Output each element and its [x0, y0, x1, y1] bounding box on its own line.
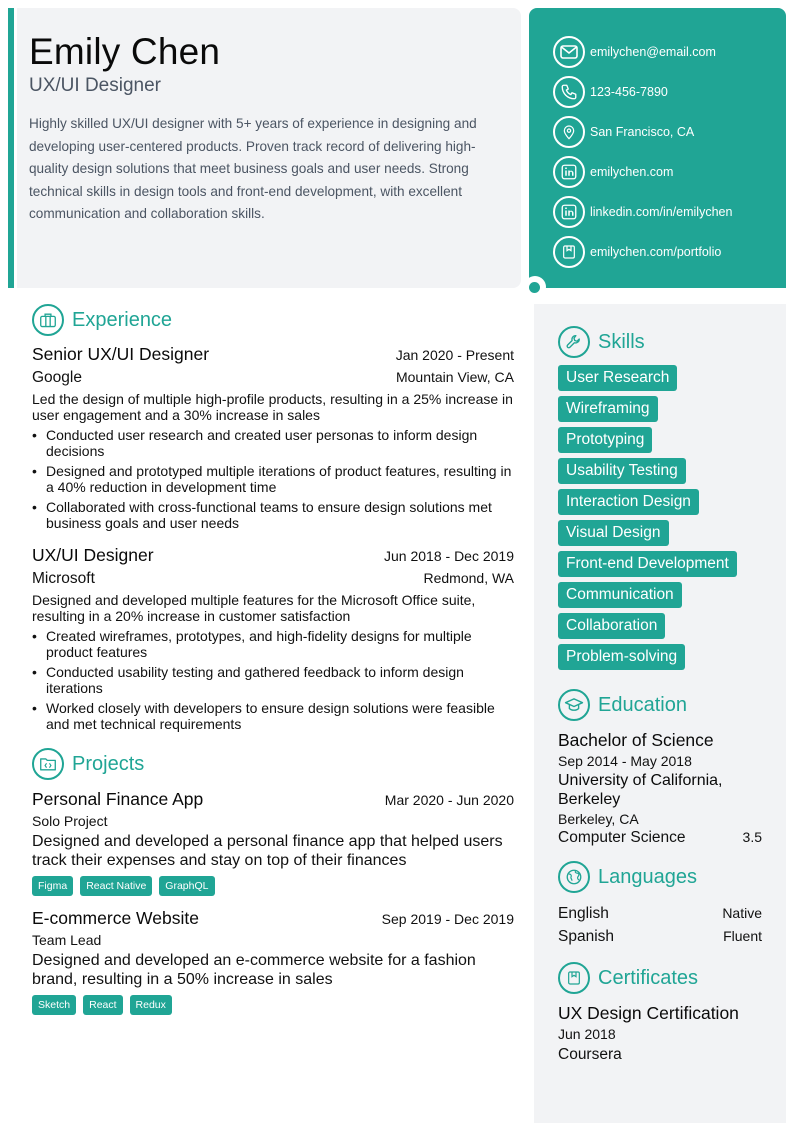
tech-tag: GraphQL — [159, 876, 214, 896]
education-heading — [558, 689, 762, 721]
skill-tag: User Research — [558, 365, 677, 391]
projects-title: Projects — [72, 752, 145, 775]
job-entry — [32, 545, 514, 732]
location-icon — [553, 116, 585, 148]
tech-tag: React Native — [80, 876, 152, 896]
field-row — [558, 829, 762, 847]
skill-tag: Communication — [558, 582, 682, 608]
job-description: Led the design of multiple high-profile products, resulting in a 25% increase in user engagement and a 30% increase in sales — [32, 391, 513, 423]
skill-tag: Prototyping — [558, 427, 652, 453]
contact-linkedin[interactable] — [553, 192, 786, 232]
skill-tag: Wireframing — [558, 396, 658, 422]
job-dates: Jan 2020 - Present — [395, 347, 514, 363]
certificate-entry — [558, 1003, 762, 1066]
project-title: Personal Finance App — [32, 789, 204, 809]
tech-tag: Sketch — [32, 995, 76, 1015]
job-bullet: • Conducted user research and created user personas to inform design decisions — [32, 427, 514, 459]
projects-heading — [32, 748, 514, 780]
connector-dot — [529, 282, 540, 293]
job-bullets — [32, 427, 514, 531]
job-title: UX/UI Designer — [32, 545, 154, 565]
contact-email-text: emilychen@email.com — [590, 45, 716, 59]
job-title: Senior UX/UI Designer — [32, 344, 210, 364]
linkedin-icon — [553, 196, 585, 228]
contact-linkedin-text: linkedin.com/in/emilychen — [590, 205, 733, 219]
globe-icon — [558, 861, 590, 893]
tech-tag: Redux — [130, 995, 172, 1015]
header-panel — [17, 8, 521, 288]
email-icon — [553, 36, 585, 68]
accent-bar — [8, 8, 14, 288]
portfolio-icon — [553, 236, 585, 268]
languages-heading — [558, 861, 762, 893]
briefcase-icon — [32, 304, 64, 336]
project-title: E-commerce Website — [32, 908, 199, 928]
job-bullet: • Created wireframes, prototypes, and high-fidelity designs for multiple product features — [32, 628, 514, 660]
contact-website-text: emilychen.com — [590, 165, 674, 179]
skills-list — [558, 365, 762, 675]
experience-title: Experience — [72, 308, 173, 331]
graduation-cap-icon — [558, 689, 590, 721]
job-location: Mountain View, CA — [395, 369, 514, 385]
contact-email[interactable] — [553, 32, 786, 72]
candidate-role: UX/UI Designer — [29, 75, 161, 96]
skill-tag: Visual Design — [558, 520, 669, 546]
sidebar — [534, 304, 786, 1123]
contact-website[interactable] — [553, 152, 786, 192]
language-name: English — [558, 905, 609, 922]
job-description: Designed and developed multiple features for the Microsoft Office suite, resulting in a 20% increase in customer satisfaction — [32, 592, 476, 624]
gpa: 3.5 — [742, 829, 762, 845]
education-entry — [558, 730, 762, 847]
job-company: Microsoft — [32, 570, 95, 587]
contact-portfolio[interactable] — [553, 232, 786, 272]
language-level: Native — [722, 905, 762, 921]
language-name: Spanish — [558, 928, 615, 945]
project-role: Team Lead — [32, 932, 102, 948]
project-dates: Mar 2020 - Jun 2020 — [384, 792, 514, 808]
contact-portfolio-text: emilychen.com/portfolio — [590, 245, 722, 259]
contact-phone-text: 123-456-7890 — [590, 85, 668, 99]
contact-location-text: San Francisco, CA — [590, 125, 695, 139]
skill-tag: Front-end Development — [558, 551, 737, 577]
language-row — [558, 902, 762, 925]
contact-phone[interactable] — [553, 72, 786, 112]
field-of-study: Computer Science — [558, 829, 686, 846]
job-entry — [32, 344, 514, 531]
project-description: Designed and developed an e-commerce website for a fashion brand, resulting in a 50% increase in sales — [32, 952, 476, 988]
contact-location[interactable] — [553, 112, 786, 152]
language-level: Fluent — [723, 928, 762, 944]
skill-tag: Problem-solving — [558, 644, 685, 670]
project-tags — [32, 995, 514, 1015]
skill-tag: Collaboration — [558, 613, 665, 639]
project-dates: Sep 2019 - Dec 2019 — [381, 911, 514, 927]
language-row — [558, 925, 762, 948]
certificate-name: UX Design Certification — [558, 1003, 739, 1023]
certificates-heading — [558, 962, 762, 994]
job-dates: Jun 2018 - Dec 2019 — [384, 548, 514, 564]
project-entry — [32, 789, 514, 896]
skill-tag: Usability Testing — [558, 458, 686, 484]
education-title: Education — [598, 693, 687, 716]
job-bullets — [32, 628, 514, 732]
skills-heading — [558, 326, 762, 358]
wrench-icon — [558, 326, 590, 358]
certificates-title: Certificates — [598, 966, 699, 989]
education-dates: Sep 2014 - May 2018 — [558, 753, 692, 769]
skill-tag: Interaction Design — [558, 489, 699, 515]
profile-summary: Highly skilled UX/UI designer with 5+ years of experience in designing and developing user-centered products. Proven track record of delivering high-quality design solutions that meet business goals and user needs. Strong technical skills in design tools and front-end development, with excellent communication and collaboration skills. — [29, 116, 477, 222]
job-bullet: • Worked closely with developers to ensure design solutions were feasible and met technical requirements — [32, 700, 514, 732]
main-column — [32, 304, 514, 1015]
tech-tag: Figma — [32, 876, 73, 896]
certificate-icon — [558, 962, 590, 994]
certificate-issuer: Coursera — [558, 1046, 622, 1063]
job-location: Redmond, WA — [423, 570, 514, 586]
certificate-date: Jun 2018 — [558, 1026, 616, 1042]
candidate-name: Emily Chen — [29, 31, 221, 72]
experience-heading — [32, 304, 514, 336]
school-location: Berkeley, CA — [558, 811, 639, 827]
degree: Bachelor of Science — [558, 730, 714, 750]
job-bullet: • Collaborated with cross-functional teams to ensure design solutions met business goals and user needs — [32, 499, 514, 531]
languages-list — [558, 902, 762, 948]
phone-icon — [553, 76, 585, 108]
languages-title: Languages — [598, 865, 697, 888]
linkedin-icon — [553, 156, 585, 188]
project-role: Solo Project — [32, 813, 108, 829]
contact-panel — [529, 8, 786, 288]
folder-code-icon — [32, 748, 64, 780]
skills-title: Skills — [598, 330, 645, 353]
project-description: Designed and developed a personal finance app that helped users track their expenses and stay on top of their finances — [32, 833, 503, 869]
project-entry — [32, 908, 514, 1015]
tech-tag: React — [83, 995, 122, 1015]
job-company: Google — [32, 369, 82, 386]
project-tags — [32, 876, 514, 896]
job-bullet: • Conducted usability testing and gathered feedback to inform design iterations — [32, 664, 514, 696]
job-bullet: • Designed and prototyped multiple iterations of product features, resulting in a 40% reduction in development time — [32, 463, 514, 495]
school: University of California, Berkeley — [558, 772, 723, 808]
